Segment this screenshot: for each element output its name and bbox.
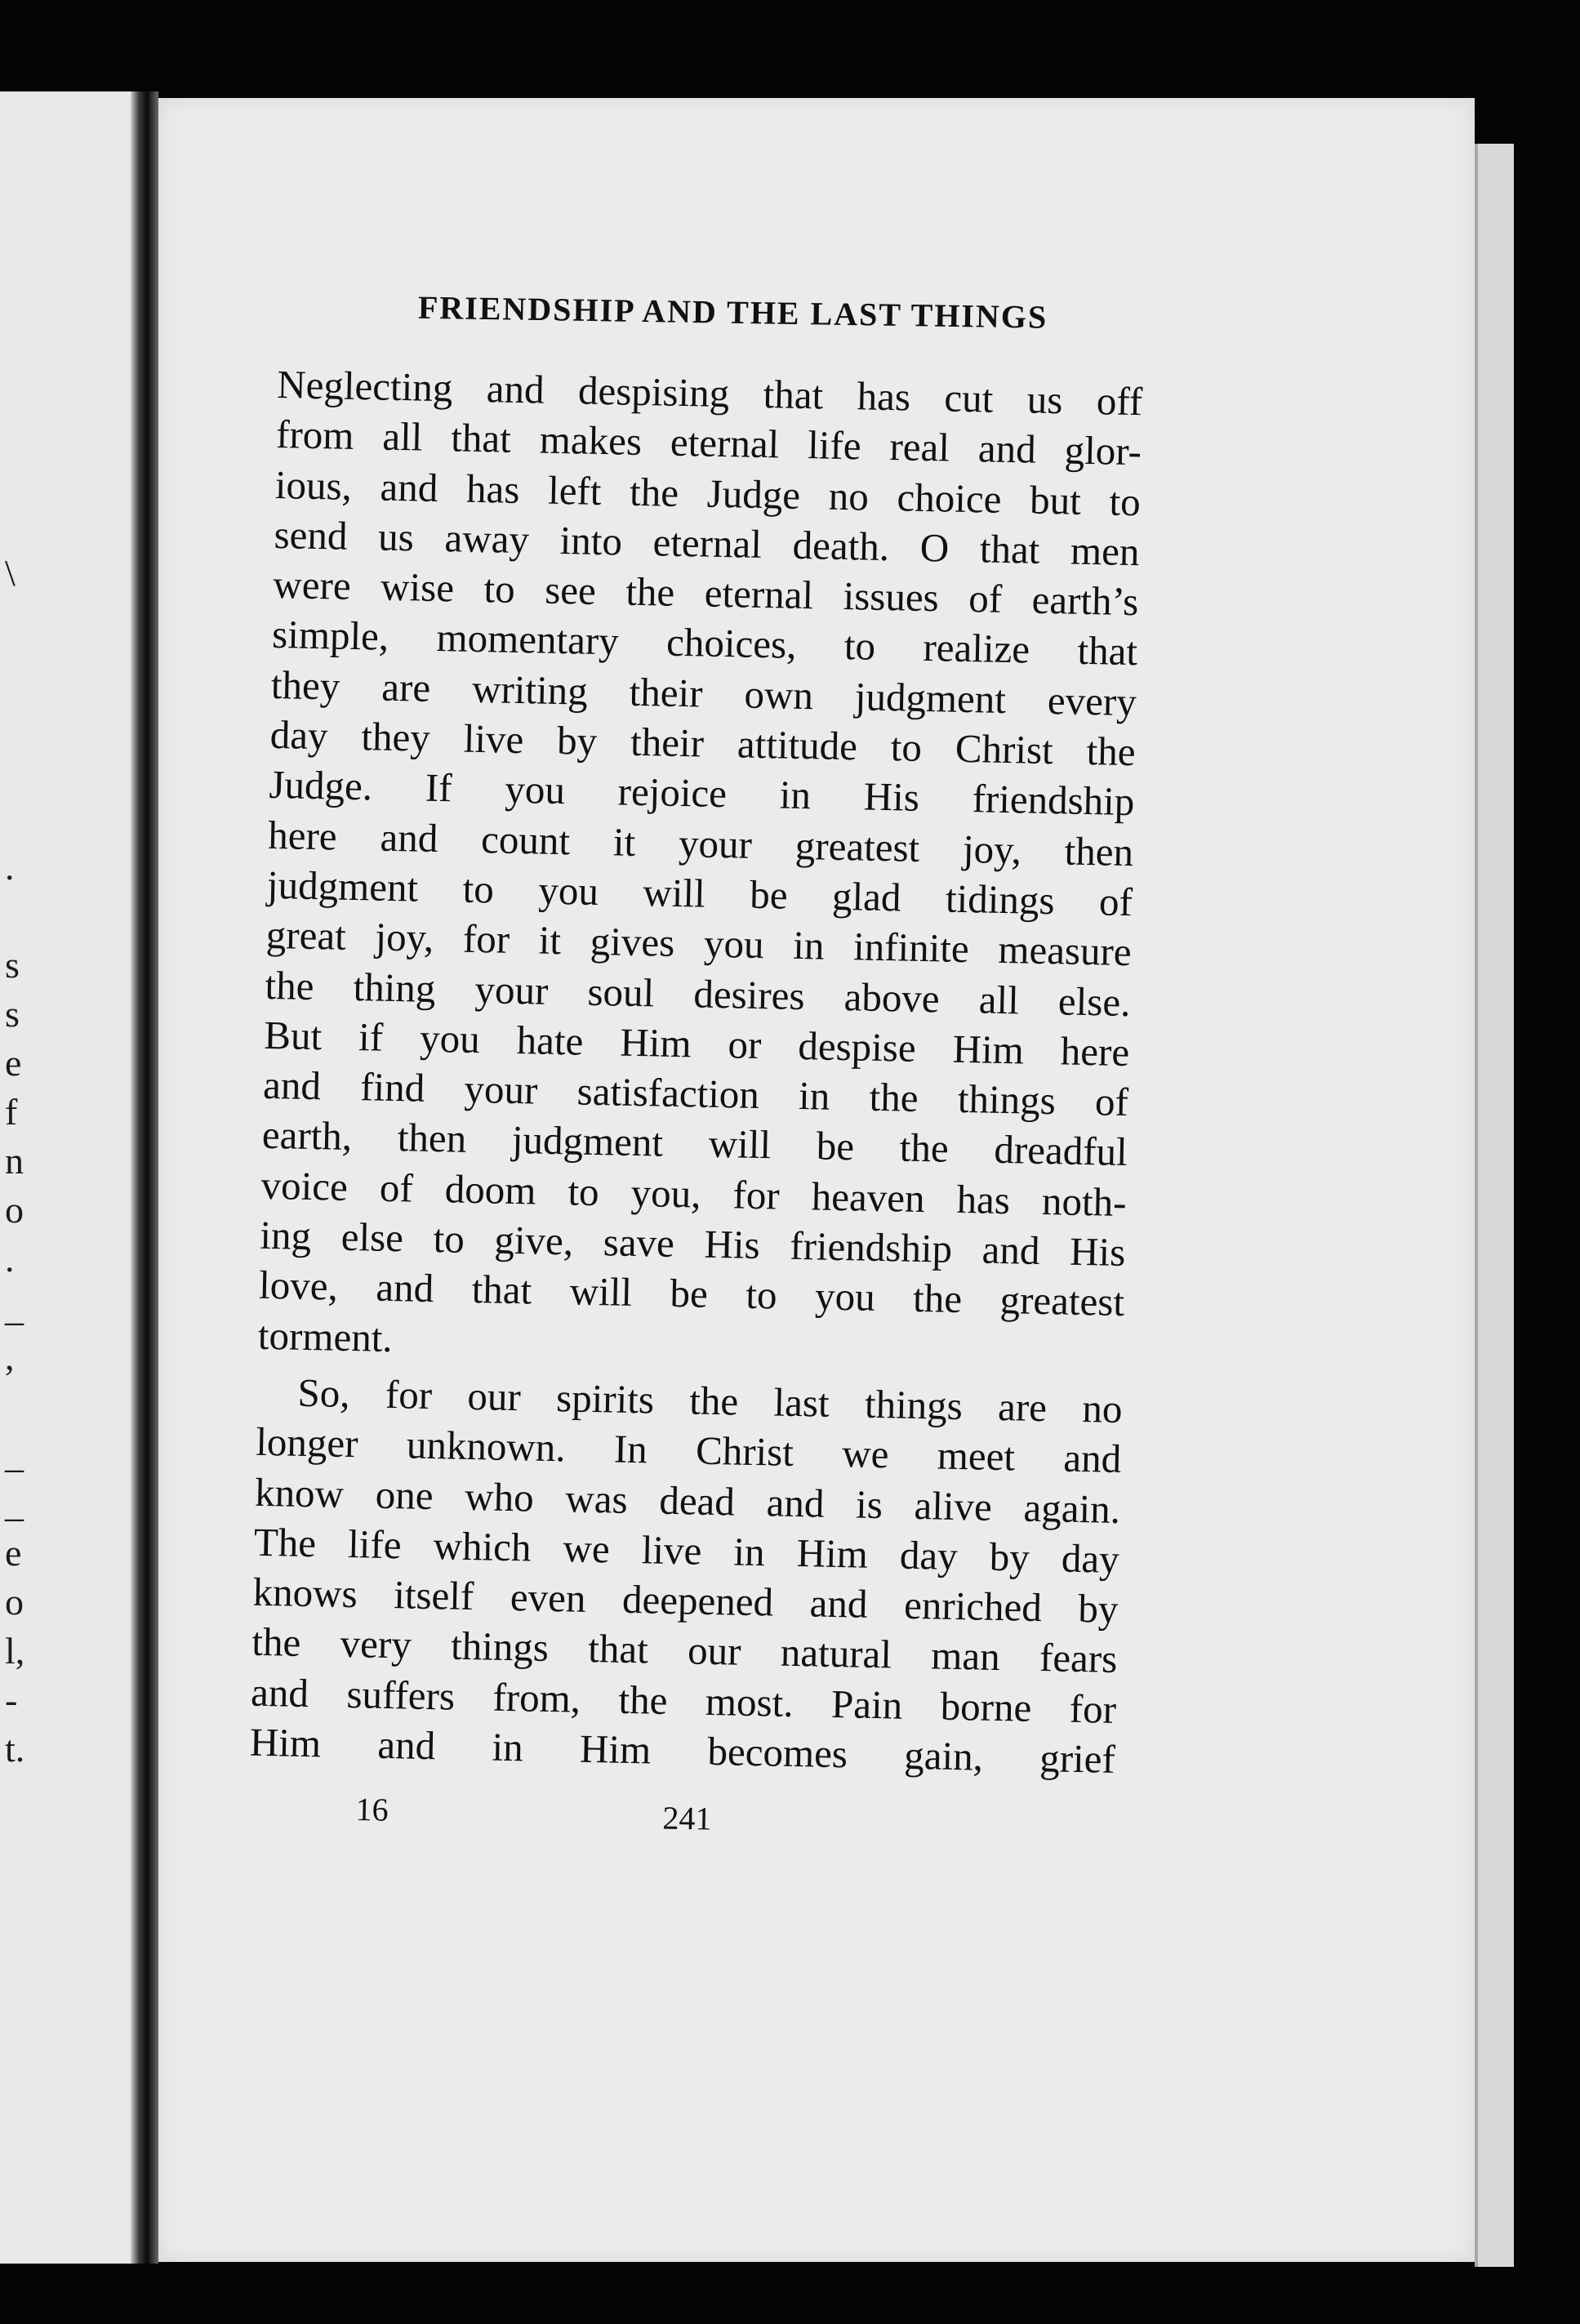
line-ending [5,892,38,941]
text-line: earth, then judgment will be the dreadful [261,1112,1128,1175]
signature-mark: 16 [355,1790,389,1828]
text-line: knows itself even deepened and enriched by [252,1569,1119,1632]
text-line: the thing your soul desires above all else. [265,962,1131,1025]
text-line: know one who was dead and is alive again. [254,1469,1121,1532]
text-line: simple, momentary choices, to realize that [271,612,1138,674]
line-ending: _ [5,1287,24,1329]
text-line: voice of doom to you, for heaven has noth- [260,1162,1128,1225]
line-ending: f [5,1091,18,1133]
line-ending: - [5,1679,18,1721]
line-ending: e [5,1532,22,1574]
text-line: here and count it your greatest joy, then [267,812,1134,875]
text-line: Judge. If you rejoice in His friendship [268,762,1135,825]
line-ending: t. [5,1728,25,1770]
text-line: were wise to see the eternal issues of earth’s [272,562,1139,625]
text-line: judgment to you will be glad tidings of [266,861,1133,925]
line-ending: _ [5,1483,24,1525]
text-line: But if you hate Him or despise Him here [263,1012,1130,1075]
text-line: Him and in Him becomes gain, grief [249,1719,1116,1782]
line-ending: \ [5,552,16,594]
text-line: and suffers from, the most. Pain borne for [250,1669,1117,1732]
line-ending [5,794,38,843]
line-ending [5,696,38,745]
text-line: So, for our spirits the last things are no [297,1369,1123,1431]
text-line: longer unknown. In Christ we meet and [255,1418,1122,1482]
page-footer [355,1790,813,1847]
line-ending: e [5,1042,22,1084]
text-line: from all that makes eternal life real and glor- [275,412,1142,474]
page-fore-edge [1475,144,1514,2267]
paragraph [249,1367,1123,1785]
line-ending: . [5,846,15,888]
line-ending: n [5,1140,24,1182]
line-ending: o [5,1189,24,1231]
line-ending: l, [5,1630,25,1672]
text-line: love, and that will be to you the greatest [258,1262,1125,1325]
line-ending [5,1382,38,1431]
line-ending: s [5,944,20,986]
body-text [249,359,1142,1784]
text-line: Neglecting and despising that has cut us off [276,361,1143,425]
line-ending: s [5,993,20,1035]
line-ending [5,598,38,647]
running-head: FRIENDSHIP AND THE LAST THINGS [417,288,1048,336]
line-ending: , [5,1336,15,1378]
previous-page-line-endings [5,549,38,1774]
text-line: they are writing their own judgment every [270,661,1137,724]
previous-page-edge [0,91,131,2264]
page-number: 241 [662,1799,712,1837]
line-ending: . [5,1238,15,1280]
text-line: send us away into eternal death. O that men [274,511,1141,575]
text-line: The life which we live in Him day by day [253,1519,1120,1582]
book-gutter [131,91,158,2264]
text-line: day they live by their attitude to Christ the [269,711,1137,775]
text-line: ious, and has left the Judge no choice but to [274,461,1142,524]
text-line: and find your satisfaction in the things of [262,1062,1129,1125]
line-ending: o [5,1581,24,1623]
line-ending [5,745,38,794]
text-line: torment. [257,1312,394,1360]
line-ending [5,647,38,696]
text-line: the very things that our natural man fears [251,1619,1118,1682]
line-ending: _ [5,1434,24,1476]
text-line: ing else to give, save His friendship and His [259,1212,1126,1276]
paragraph [257,359,1142,1378]
text-line: great joy, for it gives you in infinite measure [265,912,1133,975]
